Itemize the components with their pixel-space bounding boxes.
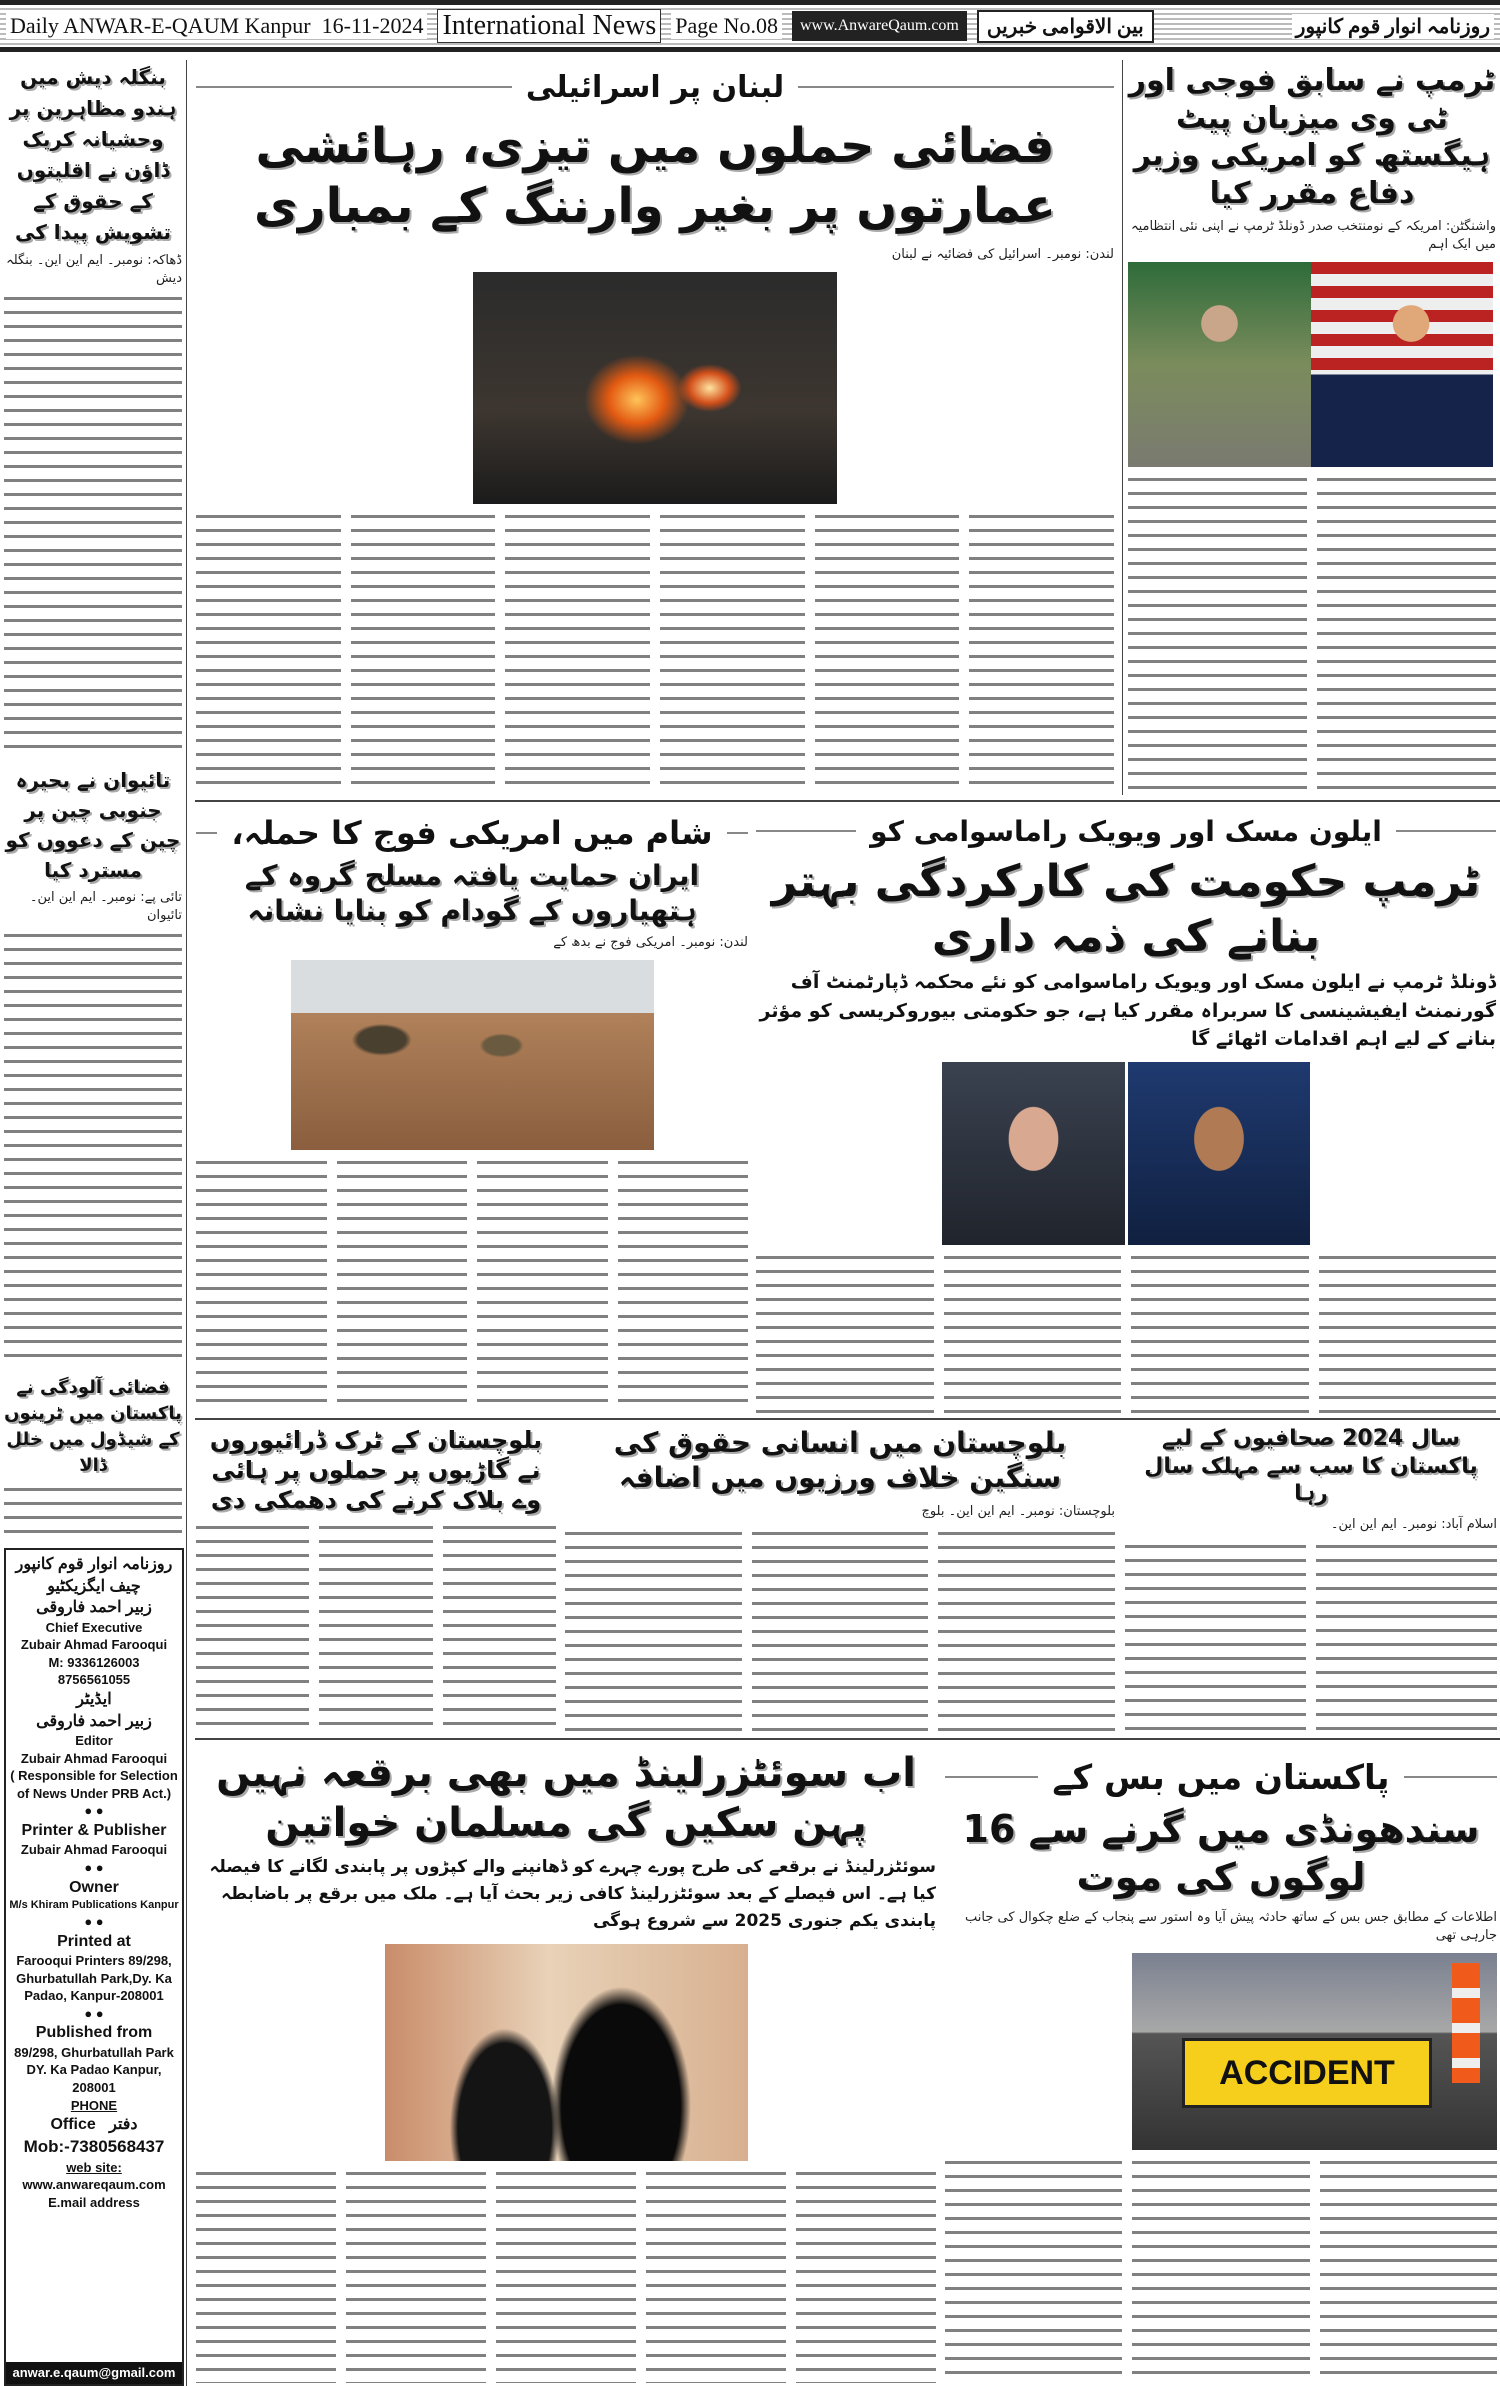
web-link[interactable]: www.anwareqaum.com [22,2177,166,2193]
body-text [196,2167,936,2383]
musk-portrait [942,1062,1125,1245]
syria-vehicles-photo [291,960,654,1150]
story-trump-hegseth [1128,62,1496,792]
edition-date [6,13,427,39]
printed-at: Printed at [57,1932,131,1950]
office-urdu: دفتر [109,2116,138,2134]
musk-ramaswamy-photo [942,1062,1310,1245]
headline: تائیوان نے بحیرہ جنوبی چین پر چین کے دعووں کو مسترد کیا [5,768,181,882]
separator-dots: ● ● [84,2005,104,2021]
body-text [196,510,1114,792]
email-label: E.mail address [48,2194,140,2210]
printed-address: Farooqui Printers 89/298, Ghurbatullah Park,Dy. Ka Padao, Kanpur-208001 [16,1953,172,2004]
newspaper-logo: روزنامہ انوار قوم کانپور [1292,14,1494,39]
imprint-logo: روزنامہ انوار قوم کانپور [15,1556,173,1573]
name-urdu: زبیر احمد فاروقی [36,1599,152,1617]
office-label: Office [50,2116,96,2134]
web-label: web site: [66,2159,122,2175]
column-divider [186,60,187,2386]
kicker [196,808,748,858]
story-balochistan [565,1425,1115,1733]
column-divider [1122,60,1123,795]
body-text [1128,473,1496,792]
story-taiwan [4,765,182,1365]
editor-title: Editor [75,1733,113,1749]
dateline: بلوچستان: نومبر۔ ایم این این۔ بلوچ [921,1504,1115,1519]
edition: Daily ANWAR-E-QAUM Kanpur [10,13,311,38]
headline: ایران حمایت یافتہ مسلح گروہ کے ہتھیاروں کے گودام کو بنایا نشانہ [244,859,700,927]
mobile: M: 9336126003 [48,1654,140,1670]
editor-urdu: ایڈیٹر [76,1690,112,1708]
email-link[interactable]: anwar.e.qaum@gmail.com [6,2362,182,2384]
headline: ٹرمپ حکومت کی کارکردگی بہتر بنانے کی ذمہ داری [771,856,1481,962]
kicker [196,62,1114,112]
page-number: Page No.08 [671,13,782,39]
ce-name: Zubair Ahmad Farooqui [20,1637,168,1653]
story-smog [4,1375,182,1540]
owner: Owner [69,1878,119,1896]
accident-sign: ACCIDENT [1182,2038,1432,2108]
dateline: تائی پے: نومبر۔ ایم این این۔ تائیوان [29,890,182,924]
body-text [4,929,182,1365]
kicker-text: پاکستان میں بس کے [1052,1757,1390,1798]
ce-title: Chief Executive [45,1619,143,1635]
kicker-text: شام میں امریکی فوج کا حملہ، [231,814,713,852]
owner-name: M/s Khiram Publications Kanpur [9,1899,179,1912]
body-text [4,1483,182,1540]
separator-dots: ● ● [84,1803,104,1819]
row-divider [195,800,1500,802]
headline: سال 2024 صحافیوں کے لیے پاکستان کا سب سے مہلک سال رہا [1144,1426,1478,1506]
headline: بلوچستان کے ٹرک ڈرائیوروں نے گاڑیوں پر حملوں پر ہائی وے بلاک کرنے کی دھمکی دی [209,1426,543,1514]
kicker [945,1748,1497,1806]
headline: بنگلہ دیش میں ہندو مظاہرین پر وحشیانہ کریک ڈاؤن نے اقلیتوں کے حقوق کے تشویش پیدا کی [9,65,177,244]
ce-urdu: چیف ایگزیکٹیو [47,1577,141,1595]
dateline: لندن: نومبر۔ امریکی فوج نے بدھ کے [553,935,748,950]
headline: فضائی آلودگی نے پاکستان میں ٹرینوں کے شیڈول میں خلل ڈالا [4,1377,182,1477]
story-journalists [1125,1425,1497,1733]
body-text [565,1527,1115,1733]
separator-dots: ● ● [84,1914,104,1930]
pp-name: Zubair Ahmad Farooqui [20,1842,168,1858]
printer-publisher: Printer & Publisher [21,1821,167,1839]
story-bangladesh [4,62,182,757]
kicker-text: لبنان پر اسرائیلی [525,69,785,105]
dateline: اسلام آباد: نومبر۔ ایم این این۔ [1330,1516,1497,1532]
mobile2: 8756561055 [57,1672,131,1688]
kicker [756,808,1496,854]
story-bus-accident [945,1748,1497,2383]
website-link[interactable]: www.AnwareQaum.com [792,11,967,41]
trump-hegseth-photo [1128,262,1493,467]
burqa-women-photo [385,1944,748,2161]
dateline: واشنگٹن: امریکہ کے نومنتخب صدر ڈونلڈ ٹرمپ نے اپنی نئی انتظامیہ میں ایک اہم [1130,219,1496,253]
story-lebanon [196,62,1114,792]
subhead: ڈونلڈ ٹرمپ نے ایلون مسک اور ویویک راماسوامی کو نئے محکمہ ڈپارٹمنٹ آف گورنمنٹ ایفیشینسی کا سربراہ مقرر کیا ہے، جو حکومتی بیوروکریسی کو مؤثر بنانے کے لیے اہم اقدامات اٹھائے گا [759,971,1496,1050]
section-title-urdu: بین الاقوامی خبریں [977,10,1154,43]
editor-name: Zubair Ahmad Farooqui [20,1750,168,1766]
kicker-text: ایلون مسک اور ویویک راماسوامی کو [870,814,1382,848]
hegseth-portrait [1128,262,1311,467]
lebanon-strike-photo [473,272,837,504]
row-divider [195,1418,1500,1420]
published-address: 89/298, Ghurbatullah Park DY. Ka Padao Kanpur, 208001 [14,2044,174,2096]
traffic-cone [1452,1963,1480,2083]
office-row [6,2114,182,2136]
section-title: International News [437,9,661,43]
dateline: اطلاعات کے مطابق جس بس کے ساتھ حادثہ پیش آیا وہ استور سے پنجاب کے ضلع چکوال کی جانب جارہی تھی [965,1910,1497,1944]
dateline: ڈھاکہ: نومبر۔ ایم این این۔ بنگلہ دیش [6,253,182,287]
dateline: لندن: نومبر۔ اسرائیل کی فضائیہ نے لبنان [891,247,1114,262]
headline: سندھونڈی میں گرنے سے 16 لوگوں کی موت [962,1807,1480,1899]
date: 16-11-2024 [321,13,424,38]
headline: فضائی حملوں میں تیزی، رہائشی عمارتوں پر بغیر وارننگ کے بمباری [254,118,1056,234]
headline: ٹرمپ نے سابق فوجی اور ٹی وی میزبان پیٹ ہیگستھ کو امریکی وزیر دفاع مقرر کیا [1128,63,1496,211]
subhead: سوئٹزرلینڈ نے برقعے کی طرح پورے چہرے کو ڈھانپنے والے کپڑوں پر پابندی لگانے کا فیصلہ کیا ہے۔ اس فیصلے کے بعد سوئٹزرلینڈ کافی زیر بحث آیا ہے۔ ملک میں برقع پر باضابطہ پابندی یکم جنوری 2025 سے شروع ہوگی [209,1857,936,1932]
masthead [0,0,1500,52]
office-mobile: Mob:-7380568437 [23,2136,165,2156]
accident-photo [1132,1953,1497,2150]
ramaswamy-portrait [1128,1062,1311,1245]
body-text [945,2156,1497,2383]
story-syria [196,808,748,1413]
body-text [196,1156,748,1413]
story-truck-drivers [196,1425,556,1733]
body-text [1125,1540,1497,1733]
body-text [4,292,182,757]
imprint-box [4,1548,184,2386]
phone-label: PHONE [70,2097,118,2113]
trump-portrait [1311,262,1494,467]
body-text [756,1251,1496,1414]
headline: اب سوئٹزرلینڈ میں بھی برقعہ نہیں پہن سکیں گی مسلمان خواتین [216,1750,916,1846]
row-divider [195,1738,1500,1740]
headline: بلوچستان میں انسانی حقوق کی سنگین خلاف ورزیوں میں اضافہ [613,1426,1067,1494]
story-musk-ramaswamy [756,808,1496,1413]
published-from: Published from [35,2024,153,2042]
separator-dots: ● ● [84,1860,104,1876]
body-text [196,1521,556,1733]
story-switzerland-burqa [196,1748,936,2383]
prb-note: ( Responsible for Selection of News Under PRB Act.) [10,1768,178,1801]
editor-name-urdu: زبیر احمد فاروقی [36,1712,152,1730]
